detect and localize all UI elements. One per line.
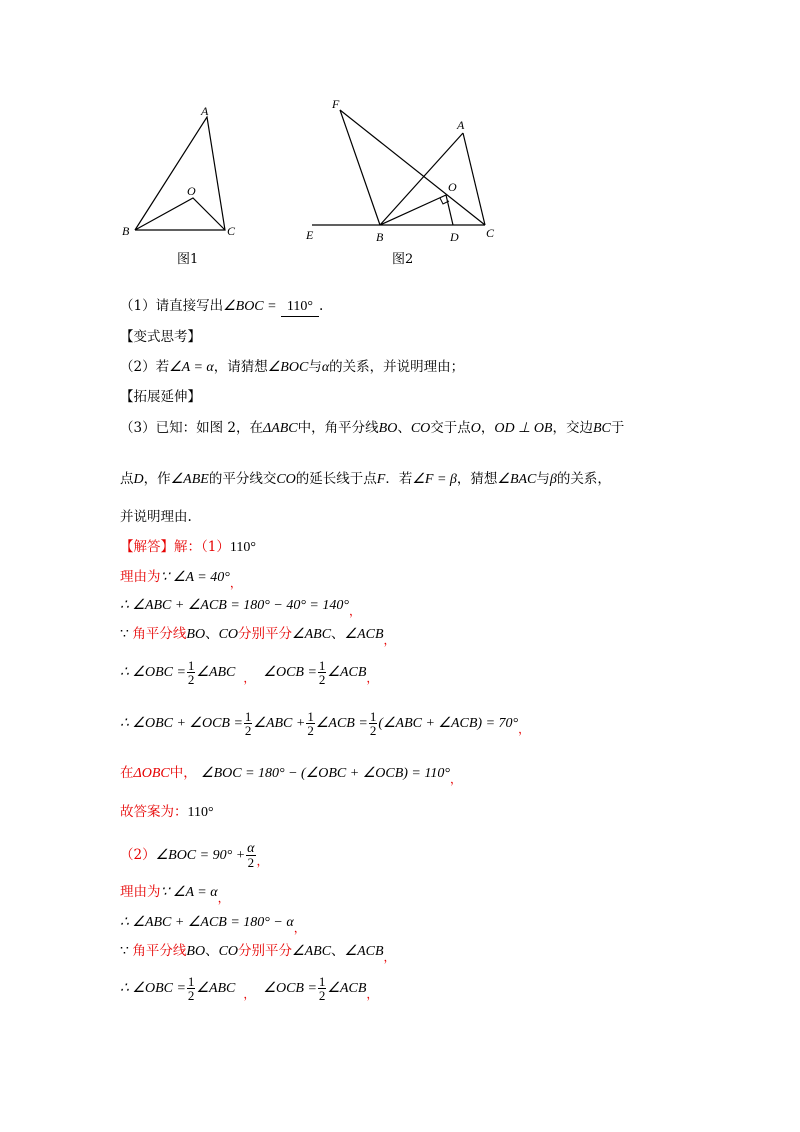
q1-suffix: . xyxy=(318,298,324,314)
question-3-line-2: 点D，作∠ABE的平分线交CO的延长线于点F．若∠F = β，猜想∠BAC与β的关系， xyxy=(120,471,611,487)
solution-step-11: ∵ 角平分线BO、CO分别平分∠ABC、∠ACB， xyxy=(120,943,396,964)
fig2-caption: 图2 xyxy=(392,252,414,267)
fig2-label-f: F xyxy=(332,97,340,111)
fig2-line-fb xyxy=(340,110,380,225)
solution-step-7: 故答案为：110° xyxy=(120,804,214,820)
solution-step-4: ∴ ∠OBC = $\frac{1}{2}$ ∠ABC ， ∠OCB = $\frac{1}{2}$ ∠ACB， xyxy=(120,658,379,687)
solution-head: 【解答】解：（1）110° xyxy=(120,539,256,555)
solution-step-1: 理由为∵ ∠A = 40°， xyxy=(120,569,242,590)
fig1-caption: 图1 xyxy=(177,252,199,267)
fig2-line-ac xyxy=(463,133,485,225)
fig2-label-a: A xyxy=(457,118,465,132)
fig2-label-o: O xyxy=(448,180,457,194)
fig2-line-bo xyxy=(380,195,446,225)
solution-part-2: （2）∠BOC = 90° + $\frac{\alpha}{2}$ ， xyxy=(120,841,269,870)
q1-answer: 110° xyxy=(281,298,319,317)
solution-step-9: 理由为∵ ∠A = α， xyxy=(120,884,230,905)
solution-step-6: 在ΔOBC中， ∠BOC = 180° − (∠OBC + ∠OCB) = 110°， xyxy=(120,765,462,786)
question-1 xyxy=(120,297,323,317)
fig1-label-o: O xyxy=(187,184,196,198)
q1-prefix: （1）请直接写出 xyxy=(120,298,224,314)
question-3-line-1: （3）已知：如图 2，在ΔABC中，角平分线BO、CO交于点O，OD ⊥ OB，交边BC于 xyxy=(120,420,625,436)
fig1-label-b: B xyxy=(122,224,130,238)
fig1-label-c: C xyxy=(227,224,236,238)
question-2: （2）若∠A = α，请猜想∠BOC与α的关系，并说明理由； xyxy=(120,359,465,375)
fig2-label-b: B xyxy=(376,230,384,244)
solution-step-3: ∵ 角平分线BO、CO分别平分∠ABC、∠ACB， xyxy=(120,626,396,647)
solution-step-2: ∴ ∠ABC + ∠ACB = 180° − 40° = 140°， xyxy=(120,598,361,618)
solution-step-12: ∴ ∠OBC = $\frac{1}{2}$ ∠ABC ， ∠OCB = $\frac{1}{2}$ ∠ACB， xyxy=(120,974,379,1003)
fig1-bo-co xyxy=(135,198,225,230)
solution-step-10: ∴ ∠ABC + ∠ACB = 180° − α， xyxy=(120,915,306,935)
q1-expr: ∠BOC = xyxy=(223,299,277,314)
figure-1 xyxy=(115,95,255,245)
fig2-line-ba xyxy=(380,133,463,225)
extend-title: 【拓展延伸】 xyxy=(120,389,201,405)
variant-title: 【变式思考】 xyxy=(120,329,201,345)
question-3-line-3: 并说明理由. xyxy=(120,509,192,525)
fig2-label-e: E xyxy=(306,228,314,242)
fig2-label-d: D xyxy=(450,230,459,244)
fig1-triangle xyxy=(135,117,225,230)
figure-2 xyxy=(300,95,510,245)
fig1-label-a: A xyxy=(201,104,209,118)
solution-step-5: ∴ ∠OBC + ∠OCB = $\frac{1}{2}$ ∠ABC + $\frac{1}{2}$ ∠ACB = $\frac{1}{2}$ (∠ABC + ∠ACB) = 70°， xyxy=(120,709,531,738)
fig2-label-c: C xyxy=(486,226,495,240)
